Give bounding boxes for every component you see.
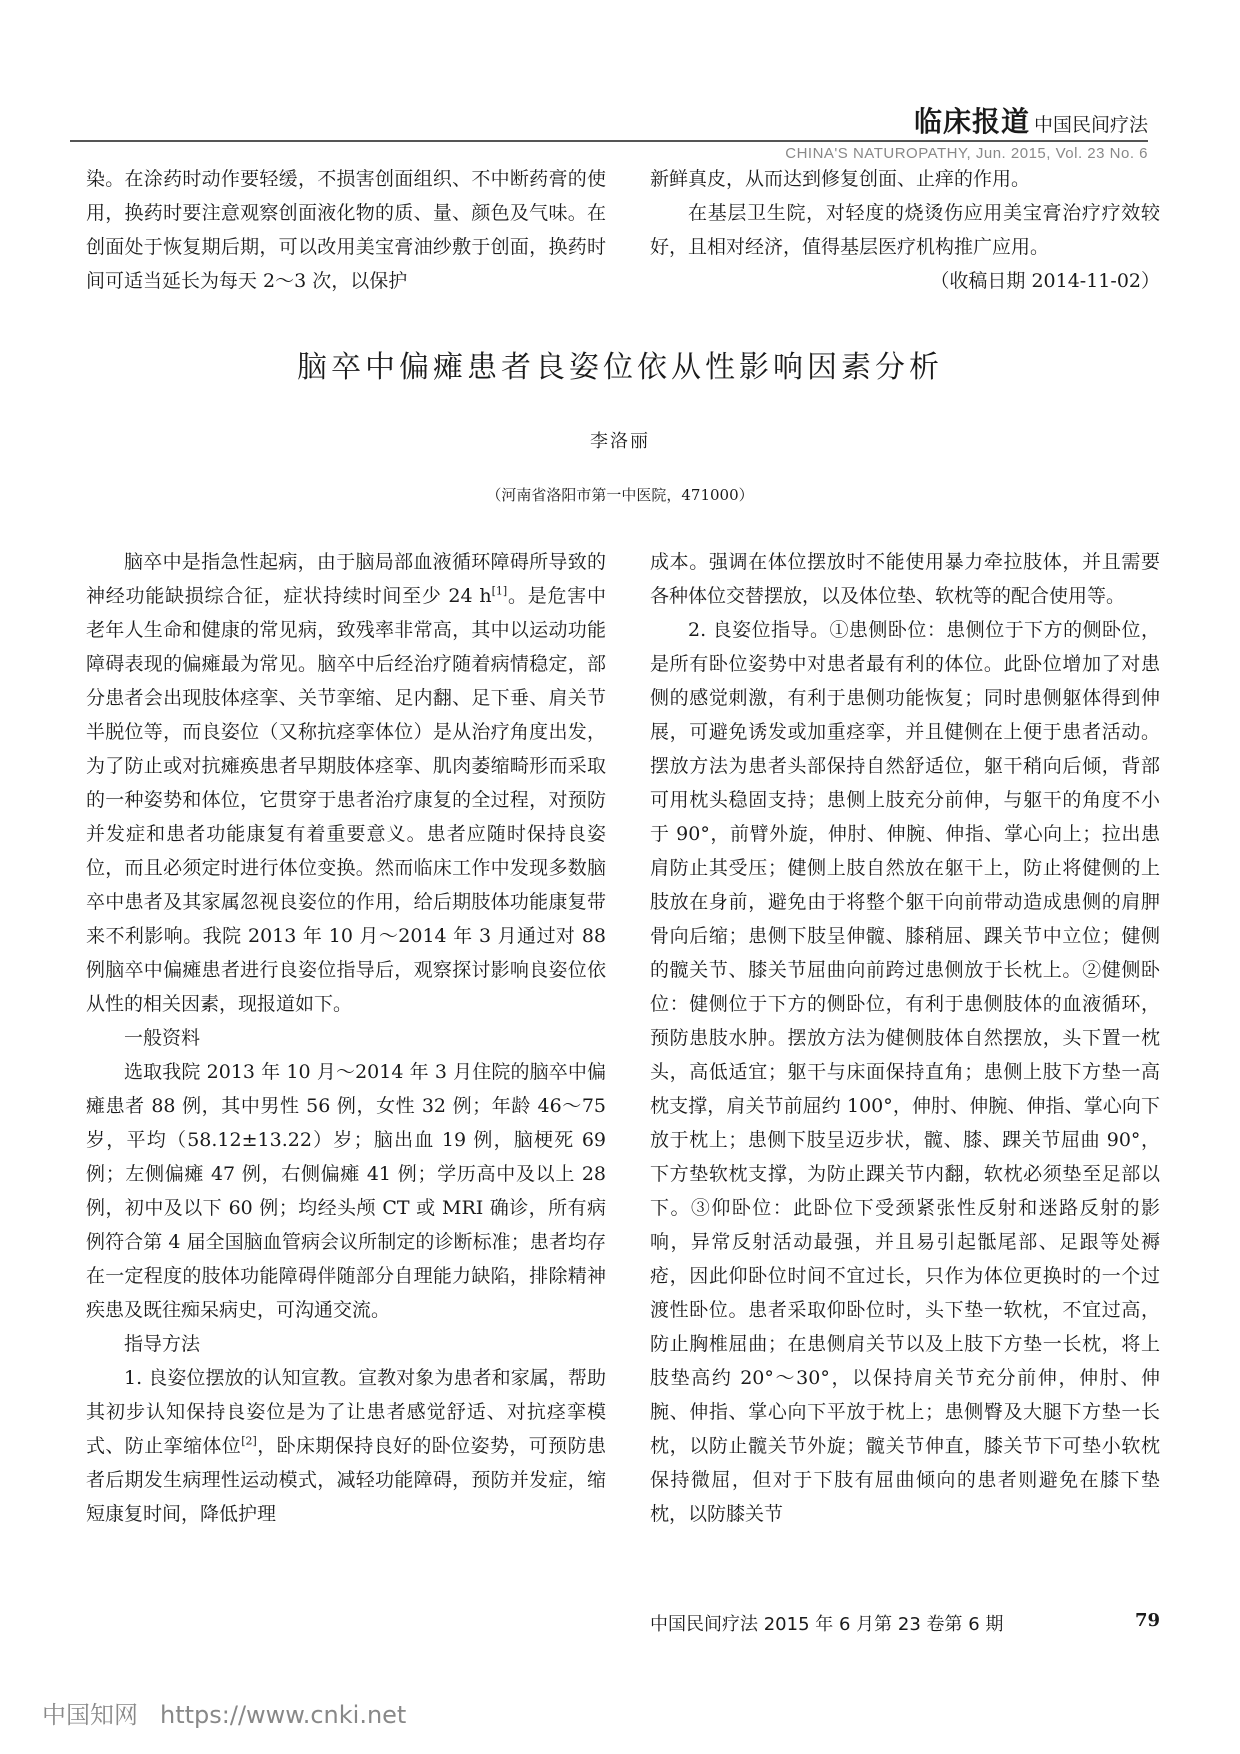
body-paragraph: 选取我院 2013 年 10 月～2014 年 3 月住院的脑卒中偏瘫患者 88 例，其中男性 56 例，女性 32 例；年龄 46～75 岁，平均（58.12±13.22）岁；脑出血 19 例，脑梗死 69 例；左侧偏瘫 47 例，右侧偏瘫 41 例；学历高中及以上 28 例，初中及以下 60 例；均经头颅 CT 或 MRI 确诊，所有病例符合第 4 届全国脑血管病会议所制定的诊断标准；患者均存在一定程度的肢体功能障碍伴随部分自理能力缺陷，排除精神疾患及既往痴呆病史，可沟通交流。 <box>86 1061 606 1321</box>
journal-meta: CHINA'S NATUROPATHY, Jun. 2015, Vol. 23 No. 6 <box>785 145 1148 162</box>
section-heading: 一般资料 <box>124 1027 201 1049</box>
body-left-column <box>86 545 606 1531</box>
section-heading: 指导方法 <box>124 1333 201 1355</box>
body-paragraph: 1. 良姿位摆放的认知宣教。宣教对象为患者和家属，帮助其初步认知保持良姿位是为了让患者感觉舒适、对抗痉挛模式、防止挛缩体位[2]，卧床期保持良好的卧位姿势，可预防患者后期发生病理性运动模式，减轻功能障碍，预防并发症，缩短康复时间，降低护理 <box>86 1367 606 1525</box>
citation-ref: [2] <box>241 1434 257 1448</box>
journal-name: 中国民间疗法 <box>1033 114 1148 136</box>
page-number: 79 <box>1134 1610 1160 1631</box>
citation-ref: [1] <box>491 584 508 598</box>
cnki-watermark <box>42 1695 406 1730</box>
body-paragraph: 2. 良姿位指导。①患侧卧位：患侧位于下方的侧卧位，是所有卧位姿势中对患者最有利的体位。此卧位增加了对患侧的感觉刺激，有利于患侧功能恢复；同时患侧躯体得到伸展，可避免诱发或加重痉挛，并且健侧在上便于患者活动。摆放方法为患者头部保持自然舒适位，躯干稍向后倾，背部可用枕头稳固支持；患侧上肢充分前伸，与躯干的角度不小于 90°，前臂外旋，伸肘、伸腕、伸指、掌心向上；拉出患肩防止其受压；健侧上肢自然放在躯干上，防止将健侧的上肢放在身前，避免由于将整个躯干向前带动造成患侧的肩胛骨向后缩；患侧下肢呈伸髋、膝稍屈、踝关节中立位；健侧的髋关节、膝关节屈曲向前跨过患侧放于长枕上。②健侧卧位：健侧位于下方的侧卧位，有利于患侧肢体的血液循环，预防患肢水肿。摆放方法为健侧肢体自然摆放，头下置一枕头，高低适宜；躯干与床面保持直角；患侧上肢下方垫一高枕支撑，肩关节前屈约 100°，伸肘、伸腕、伸指、掌心向下放于枕上；患侧下肢呈迈步状，髋、膝、踝关节屈曲 90°，下方垫软枕支撑，为防止踝关节内翻，软枕必须垫至足部以下。③仰卧位：此卧位下受颈紧张性反射和迷路反射的影响，异常反射活动最强，并且易引起骶尾部、足跟等处褥疮，因此仰卧位时间不宜过长，只作为体位更换时的一个过渡性卧位。患者采取仰卧位时，头下垫一软枕，不宜过高，防止胸椎屈曲；在患侧肩关节以及上肢下方垫一长枕，将上肢垫高约 20°～30°，以保持肩关节充分前伸，伸肘、伸腕、伸指、掌心向下平放于枕上；患侧臀及大腿下方垫一长枕，以防止髋关节外旋；髋关节伸直，膝关节下可垫小软枕保持微屈，但对于下肢有屈曲倾向的患者则避免在膝下垫枕，以防膝关节 <box>650 619 1160 1525</box>
prev-article-text: 染。在涂药时动作要轻缓，不损害创面组织、不中断药膏的使用，换药时要注意观察创面液化物的质、量、颜色及气味。在创面处于恢复期后期，可以改用美宝膏油纱敷于创面，换药时间可适当延长为每天 2～3 次，以保护 <box>86 168 606 292</box>
prev-article-paragraph: 在基层卫生院，对轻度的烧烫伤应用美宝膏治疗疗效较好，且相对经济，值得基层医疗机构推广应用。 <box>650 202 1160 258</box>
prev-article-left-column <box>86 162 606 298</box>
page-footer <box>650 1610 1160 1636</box>
section-label: 临床报道 <box>913 105 1030 138</box>
body-right-column <box>650 545 1160 1531</box>
prev-article-paragraph: 新鲜真皮，从而达到修复创面、止痒的作用。 <box>650 168 1031 190</box>
journal-header <box>914 100 1148 140</box>
cnki-logo: 中国知网 <box>42 1701 138 1729</box>
cnki-url[interactable]: https://www.cnki.net <box>160 1701 407 1729</box>
header-rule <box>70 140 1148 142</box>
journal-issue: 中国民间疗法 2015 年 6 月第 23 卷第 6 期 <box>650 1614 1004 1635</box>
author-name: 李洛丽 <box>590 431 650 452</box>
author-affiliation: （河南省洛阳市第一中医院，471000） <box>486 486 754 504</box>
body-paragraph: 成本。强调在体位摆放时不能使用暴力牵拉肢体，并且需要各种体位交替摆放，以及体位垫、软枕等的配合使用等。 <box>650 551 1160 607</box>
received-date: （收稿日期 2014-11-02） <box>930 270 1160 292</box>
intro-paragraph: 脑卒中是指急性起病，由于脑局部血液循环障碍所导致的神经功能缺损综合征，症状持续时间至少 24 h[1]。是危害中老年人生命和健康的常见病，致残率非常高，其中以运动功能障碍表现的偏瘫最为常见。脑卒中后经治疗随着病情稳定，部分患者会出现肢体痉挛、关节挛缩、足内翻、足下垂、肩关节半脱位等，而良姿位（又称抗痉挛体位）是从治疗角度出发，为了防止或对抗瘫痪患者早期肢体痉挛、肌肉萎缩畸形而采取的一种姿势和体位，它贯穿于患者治疗康复的全过程，对预防并发症和患者功能康复有着重要意义。患者应随时保持良姿位，而且必须定时进行体位变换。然而临床工作中发现多数脑卒中患者及其家属忽视良姿位的作用，给后期肢体功能康复带来不利影响。我院 2013 年 10 月～2014 年 3 月通过对 88 例脑卒中偏瘫患者进行良姿位指导后，观察探讨影响良姿位依从性的相关因素，现报道如下。 <box>86 551 606 1015</box>
article-title: 脑卒中偏瘫患者良姿位依从性影响因素分析 <box>297 350 943 385</box>
prev-article-right-column <box>650 162 1160 298</box>
